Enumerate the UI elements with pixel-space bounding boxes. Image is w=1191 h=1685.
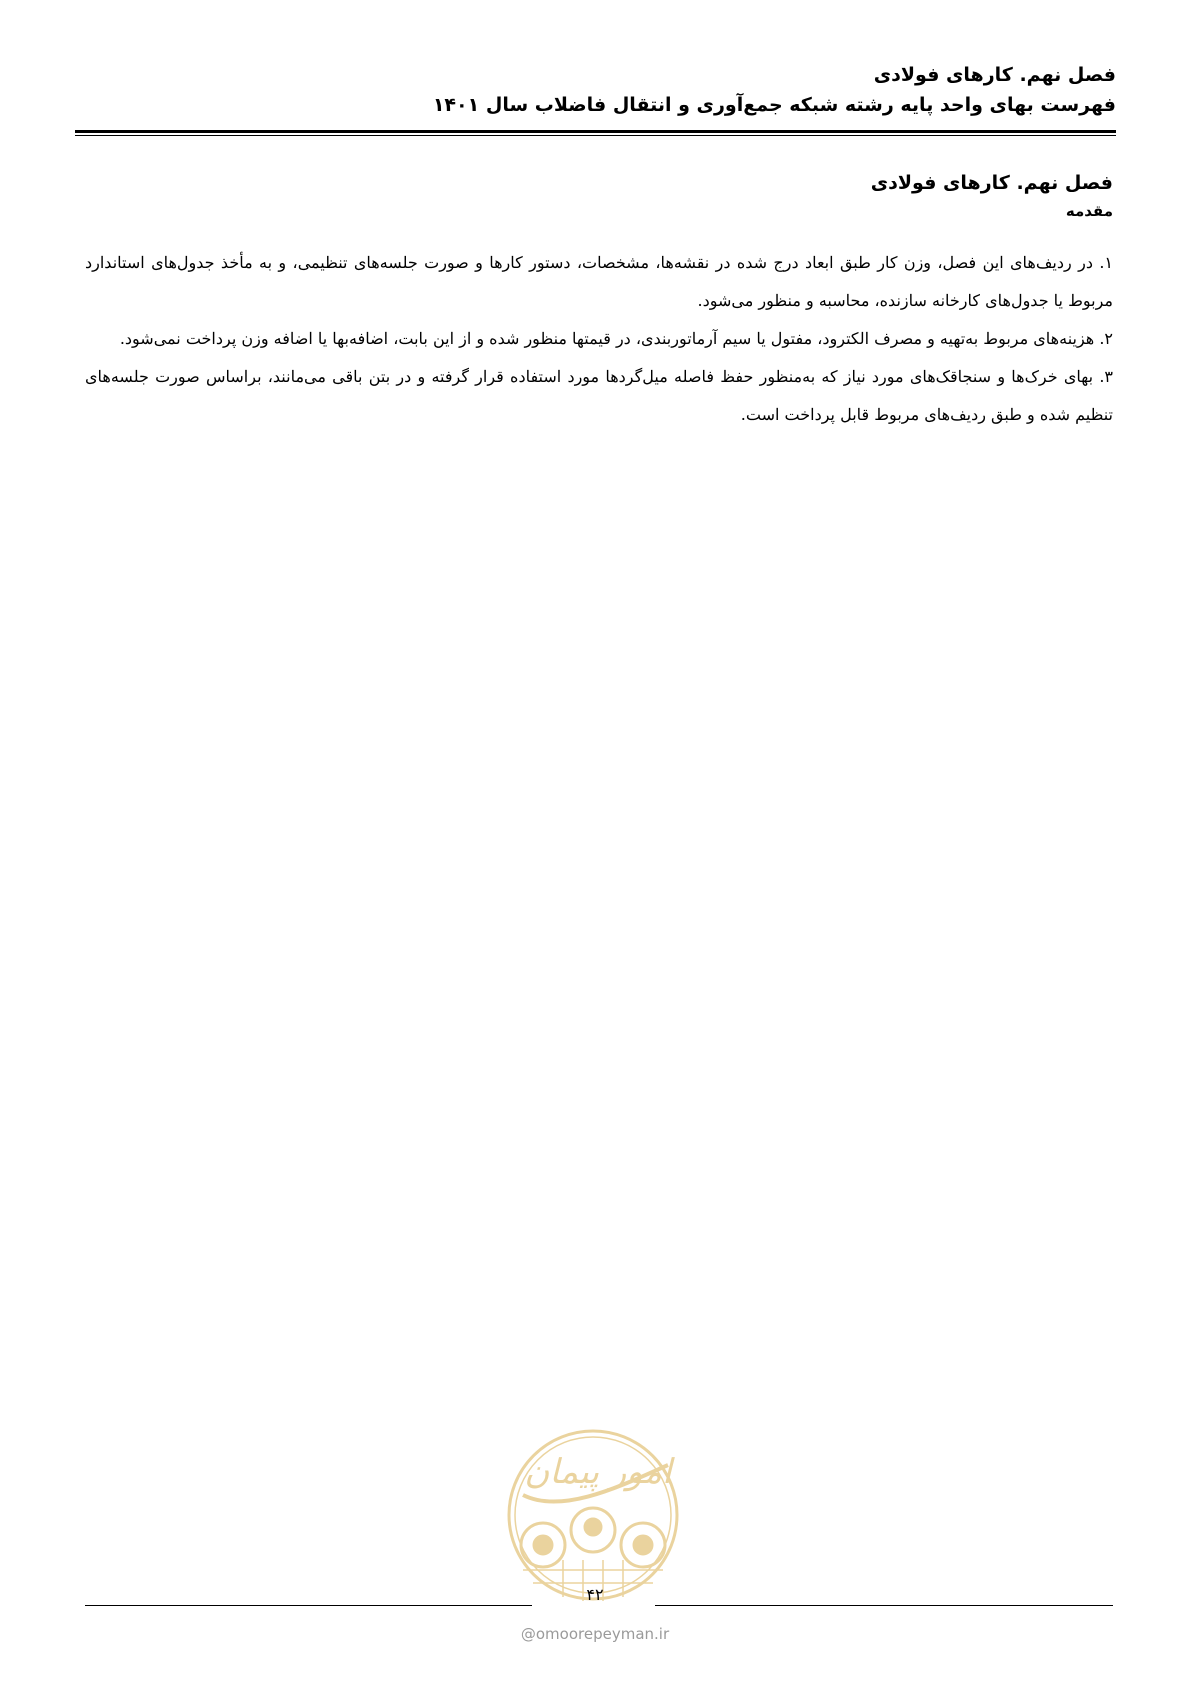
section-subtitle: مقدمه <box>1065 202 1113 220</box>
header-document-title: فهرست بهای واحد پایه رشته شبکه جمع‌آوری و انتقال فاضلاب سال ۱۴۰۱ <box>432 94 1116 116</box>
website-label: @omoorepeyman.ir <box>520 1625 670 1643</box>
paragraph-1: ۱. در ردیف‌های این فصل، وزن کار طبق ابعاد درج شده در نقشه‌ها، مشخصات، دستور کارها و صورت جلسه‌های تنظیمی، و به مأخذ جدول‌های استاندارد مربوط یا جدول‌های کارخانه سازنده، محاسبه و منظور می‌شود. <box>85 253 1113 310</box>
header-divider-thin <box>75 135 1116 136</box>
paragraph-2: ۲. هزینه‌های مربوط به‌تهیه و مصرف الکترود، مفتول یا سیم آرماتوربندی، در قیمتها منظور شده و از این بابت، اضافه‌بها یا اضافه وزن پرداخت نمی‌شود. <box>119 329 1113 348</box>
footer-divider-left <box>85 1605 532 1606</box>
page-number: ۴۲ <box>586 1585 604 1604</box>
section-title: فصل نهم. کارهای فولادی <box>870 172 1113 194</box>
watermark-text: امور پیمان <box>524 1452 672 1492</box>
header-divider-thick <box>75 130 1116 133</box>
paragraph-3: ۳. بهای خرک‌ها و سنجاقک‌های مورد نیاز که به‌منظور حفظ فاصله میل‌گردها مورد استفاده قرار گرفته و در بتن باقی می‌مانند، براساس صورت جلسه‌های تنظیم شده و طبق ردیف‌های مربوط قابل پرداخت است. <box>85 367 1113 424</box>
footer-divider-right <box>655 1605 1113 1606</box>
header-chapter-title: فصل نهم. کارهای فولادی <box>873 64 1116 86</box>
watermark-logo-icon <box>503 1425 683 1605</box>
chapter-section <box>85 168 1113 434</box>
page-header <box>75 60 1116 120</box>
